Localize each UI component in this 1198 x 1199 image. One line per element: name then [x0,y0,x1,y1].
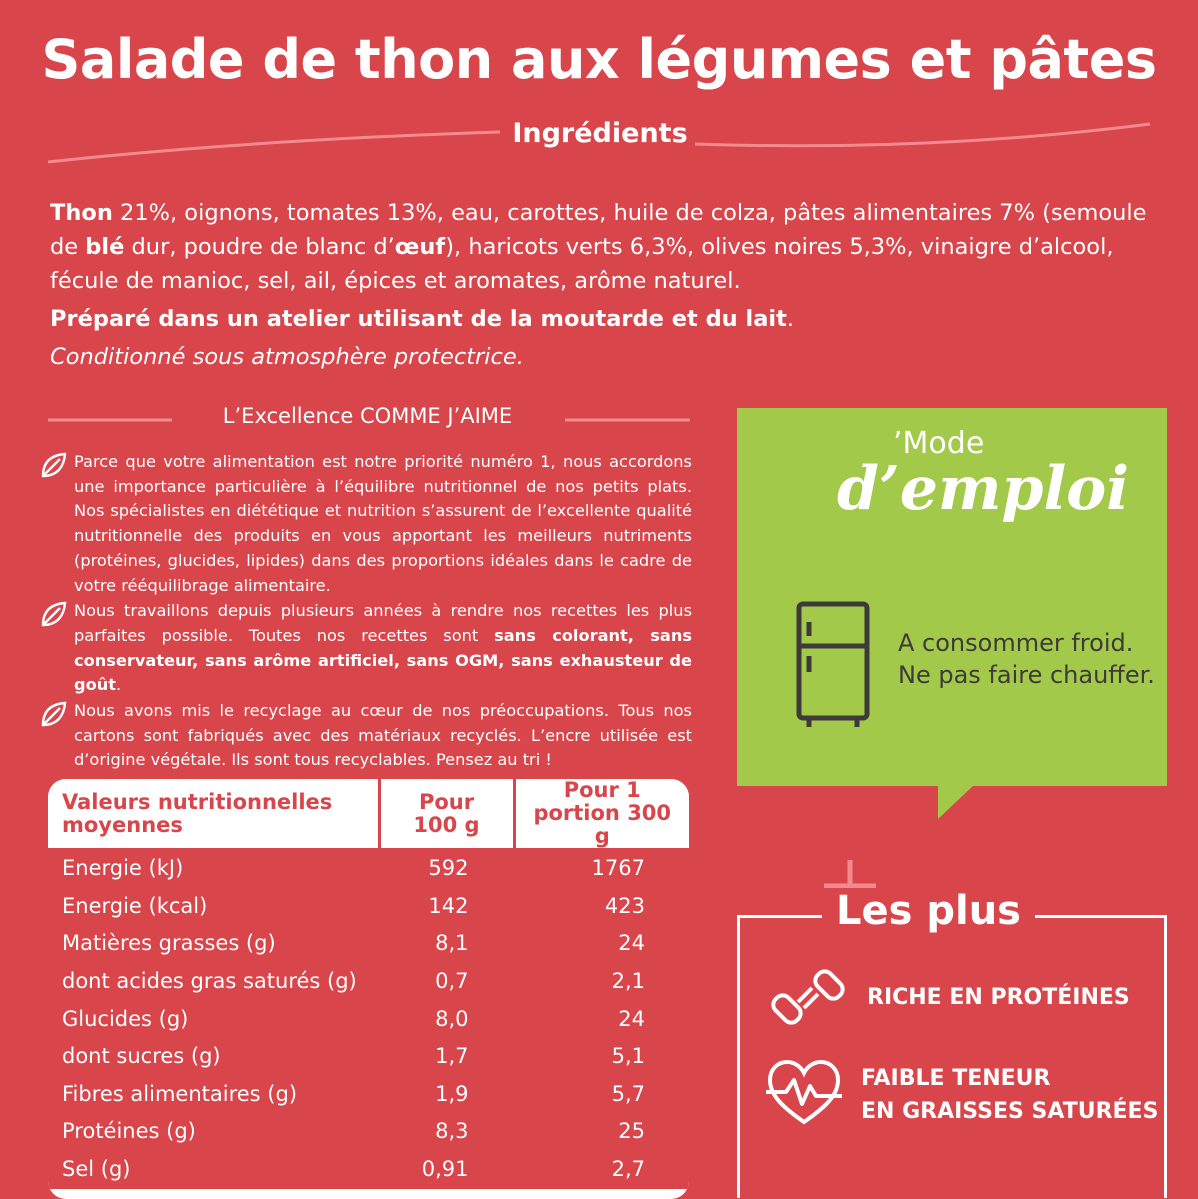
nutrition-table [48,779,689,1189]
table-row [48,1000,689,1038]
excellence-para-1-text: Parce que votre alimentation est notre priorité numéro 1, nous accordons une importance particulière à l’équilibre nutritionnel de nos petits plats. Nos spécialistes en diététique et nutrition s’assurent de l’excellente qualité nutritionnelle des produits en vous apportant les meilleurs nutriments (protéines, glucides, lipides) dans des proportions idéales dans le cadre de votre rééquilibrage alimentaire. [74,452,692,595]
mode-emploi-title-big: d’emploi [837,454,1130,524]
nutrition-value-100g: 1,9 [379,1075,514,1113]
excellence-para-2-bold: sans colorant, sans conservateur, sans arôme artificiel, sans OGM, sans exhausteur de goût [74,625,692,695]
leaf-icon [40,451,68,479]
excellence-para-3-text: Nous avons mis le recyclage au cœur de nos préoccupations. Tous nos cartons sont fabriqués avec des matériaux recyclés. L’encre utilisée est d’origine végétale. Ils sont tous recyclables. Pensez au tri ! [74,701,692,770]
nutrition-value-portion: 2,7 [514,1150,689,1188]
table-row [48,1113,689,1151]
plus-item-low-fat-line1: FAIBLE TENEUR [861,1066,1051,1091]
table-row [48,1037,689,1075]
nutrition-value-portion: 1767 [514,850,689,888]
nutrition-value-100g: 142 [379,887,514,925]
page-title: Salade de thon aux légumes et pâtes [41,28,1157,91]
nutrition-label: Protéines (g) [48,1113,379,1151]
nutrition-value-portion: 25 [514,1113,689,1151]
nutrition-value-100g: 0,91 [379,1150,514,1188]
table-row [48,962,689,1000]
les-plus-heading: Les plus [822,888,1035,934]
nutrition-value-100g: 8,3 [379,1113,514,1151]
nutrition-label: Sel (g) [48,1150,379,1188]
ingredients-text-2: dur, poudre de blanc d’ [124,234,395,260]
table-row [48,1075,689,1113]
nutrition-header-label: Valeurs nutritionnelles moyennes [48,779,379,850]
mode-emploi-instructions [898,627,1155,691]
plus-item-proteins: RICHE EN PROTÉINES [867,985,1130,1010]
nutrition-value-100g: 8,1 [379,925,514,963]
excellence-para-2-end: . [115,675,122,695]
allergen-dot: . [786,306,795,332]
instruction-1: A consommer froid. [898,629,1134,657]
nutrition-label: dont sucres (g) [48,1037,379,1075]
instruction-2: Ne pas faire chauffer. [898,661,1155,689]
nutrition-value-100g: 1,7 [379,1037,514,1075]
fridge-icon [795,600,873,730]
plus-item-low-fat-line2: EN GRAISSES SATURÉES [861,1099,1159,1124]
mode-emploi-tail [938,785,974,819]
nutrition-value-100g: 0,7 [379,962,514,1000]
table-row [48,850,689,888]
excellence-para-2 [40,599,692,698]
nutrition-header-row [48,779,689,850]
table-row [48,887,689,925]
nutrition-value-100g: 8,0 [379,1000,514,1038]
nutrition-label: Energie (kJ) [48,850,379,888]
excellence-para-3 [40,699,692,773]
dumbbell-icon [770,958,850,1038]
mode-emploi-title-small: ’Mode [893,426,985,461]
ingredients-text-1: 21%, oignons, tomates 13%, eau, carottes, huile de colza, pâtes alimentaires 7% (semoule de [50,200,1147,260]
nutrition-value-portion: 24 [514,925,689,963]
nutrition-value-portion: 423 [514,887,689,925]
nutrition-header-100g: Pour 100 g [379,779,514,850]
table-row [48,925,689,963]
nutrition-value-portion: 5,1 [514,1037,689,1075]
nutrition-value-portion: 5,7 [514,1075,689,1113]
packaging-note: Conditionné sous atmosphère protectrice. [50,344,524,370]
leaf-icon [40,600,68,628]
leaf-icon [40,700,68,728]
ingredients-list [50,196,1150,298]
nutrition-table-box [48,779,689,1199]
ingredients-block [50,196,1150,374]
heart-rate-icon [764,1058,844,1128]
ingredient-thon: Thon [50,200,113,226]
ingredient-ble: blé [85,234,125,260]
ingredients-text-3: ), haricots verts 6,3%, olives noires 5,3%, vinaigre d’alcool, fécule de manioc, sel, ail, épices et aromates, arôme naturel. [50,234,1114,294]
excellence-para-2-text: Nous travaillons depuis plusieurs années à rendre nos recettes les plus parfaites possible. Toutes nos recettes sont [74,601,692,645]
ingredients-heading: Ingrédients [512,118,688,149]
allergen-note: Préparé dans un atelier utilisant de la moutarde et du lait [50,306,787,332]
ingredient-oeuf: œuf [394,234,446,260]
plus-item-low-fat [861,1062,1158,1128]
nutrition-header-portion: Pour 1 portion 300 g [514,779,689,850]
excellence-para-1 [40,450,692,598]
nutrition-value-100g: 592 [379,850,514,888]
nutrition-label: Fibres alimentaires (g) [48,1075,379,1113]
excellence-block [40,450,692,774]
nutrition-label: dont acides gras saturés (g) [48,962,379,1000]
nutrition-value-portion: 24 [514,1000,689,1038]
nutrition-label: Energie (kcal) [48,887,379,925]
nutrition-value-portion: 2,1 [514,962,689,1000]
table-row [48,1150,689,1188]
nutrition-label: Matières grasses (g) [48,925,379,963]
nutrition-label: Glucides (g) [48,1000,379,1038]
excellence-heading: L’Excellence COMME J’AIME [222,404,513,428]
